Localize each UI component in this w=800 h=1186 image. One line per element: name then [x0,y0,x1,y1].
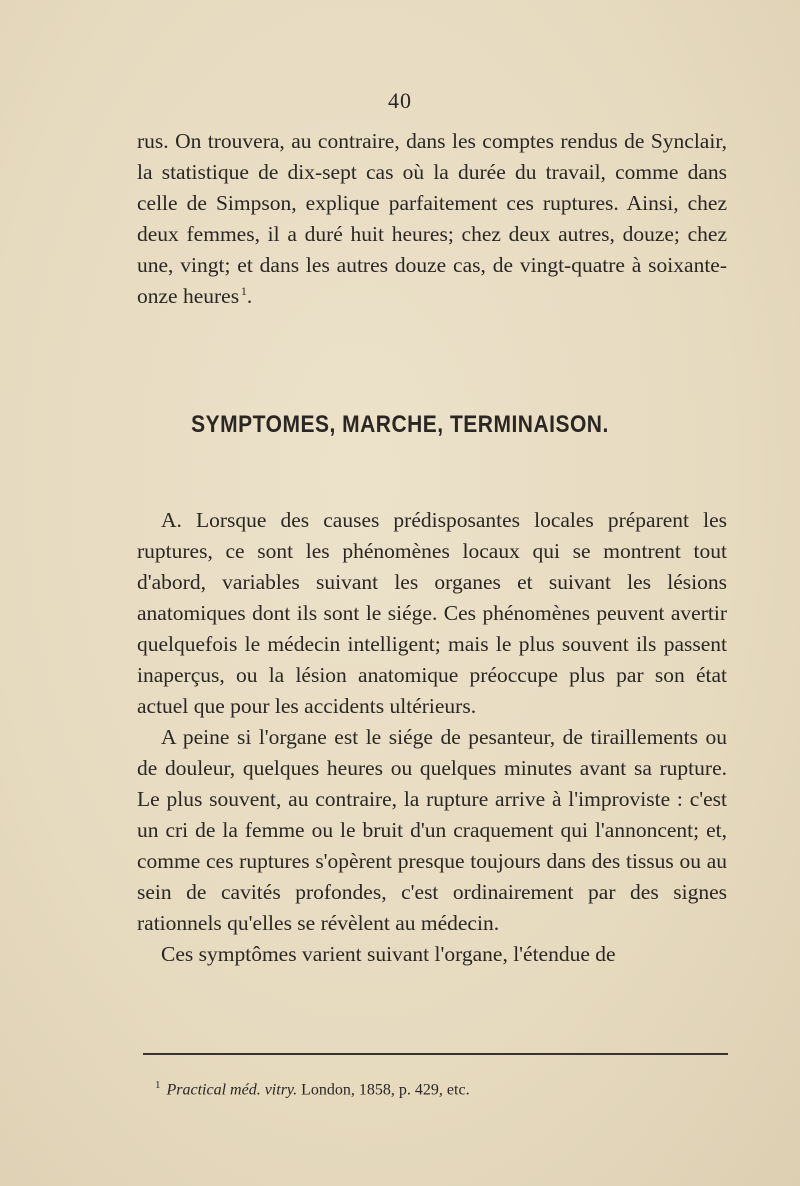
text-block-main [137,505,727,970]
footnote [155,1074,735,1101]
paragraph: A peine si l'organe est le siége de pesanteur, de tiraillements ou de douleur, quelques heures ou quelques minutes avant sa rupture. Le plus souvent, au contraire, la rupture arrive à l'improviste : c'est un cri de la femme ou le bruit d'un craquement qui l'annoncent; et, comme ces ruptures s'opèrent presque toujours dans des tissus ou au sein de cavités profondes, c'est ordinairement par des signes rationnels qu'elles se révèlent au médecin. [137,725,727,935]
paragraph [137,126,727,312]
paragraph: A. Lorsque des causes prédisposantes locales préparent les ruptures, ce sont les phénomènes locaux qui se montrent tout d'abord, variables suivant les organes et suivant les lésions anatomiques dont ils sont le siége. Ces phénomènes peuvent avertir quelquefois le médecin intelligent; mais le plus souvent ils passent inaperçus, ou la lésion anatomique préoccupe plus par son état actuel que pour les accidents ultérieurs. [137,508,727,718]
page-number: 40 [388,88,412,113]
footnote-citation: London, 1858, p. 429, etc. [297,1081,470,1099]
paragraph-text: rus. On trouvera, au contraire, dans les comptes rendus de Synclair, la statistique de dix-sept cas où la durée du travail, comme dans celle de Simpson, explique parfaitement ces ruptures. Ainsi, chez deux femmes, il a duré huit heures; chez deux autres, douze; chez une, vingt; et dans les autres douze cas, de vingt-quatre à soixante-onze heures [137,129,727,308]
paragraph-end: . [246,284,253,308]
footnote-marker: 1 [155,1079,161,1091]
text-block-continuation [137,126,727,312]
footnote-reference: 1 [240,283,247,298]
footnote-divider [143,1053,728,1055]
footnote-source-title: Practical méd. vitry. [166,1081,298,1099]
section-heading: SYMPTOMES, MARCHE, TERMINAISON. [191,411,609,438]
paragraph: Ces symptômes varient suivant l'organe, l'étendue de [161,942,616,966]
